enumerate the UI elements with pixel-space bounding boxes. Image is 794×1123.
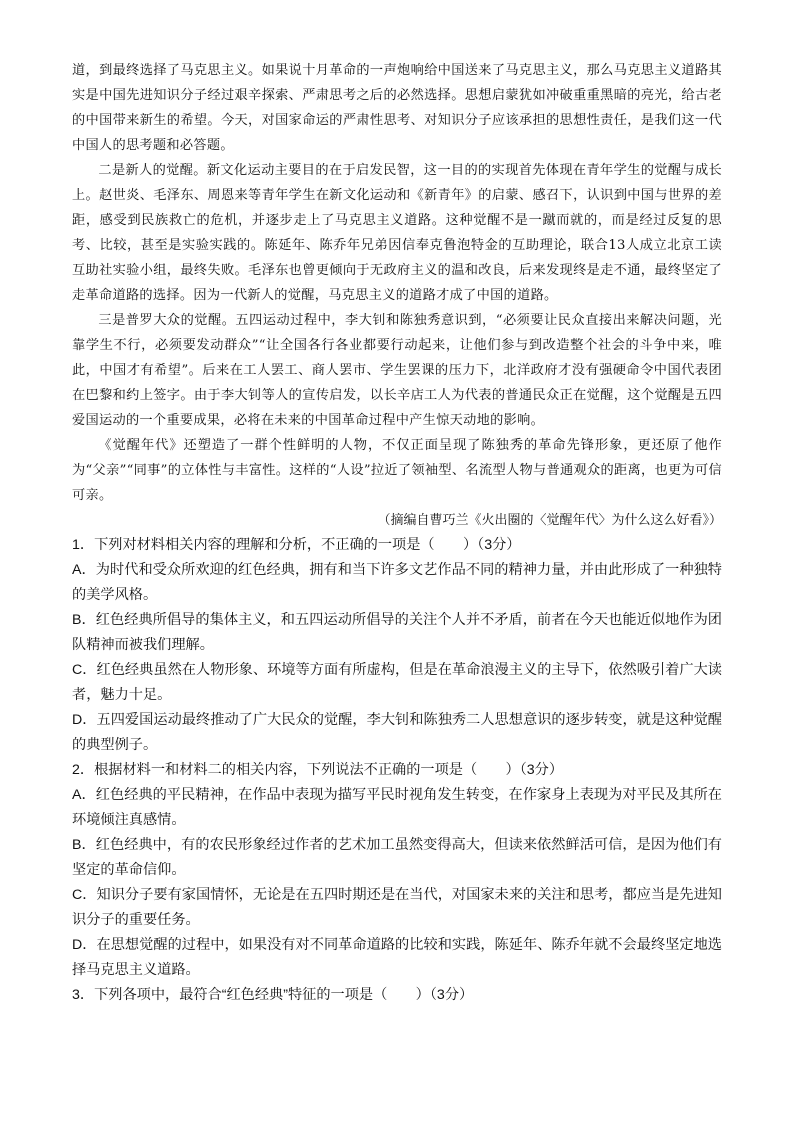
question-1 [72, 533, 722, 758]
option-b: B．红色经典所倡导的集体主义，和五四运动所倡导的关注个人并不矛盾，前者在今天也能近似地作为团队精神而被我们理解。 [72, 612, 722, 653]
option-c: C．红色经典虽然在人物形象、环境等方面有所虚构，但是在革命浪漫主义的主导下，依然吸引着广大读者，魅力十足。 [72, 662, 722, 703]
passage-source: （摘编自曹巧兰《火出圈的〈觉醒年代〉为什么这么好看》） [377, 513, 722, 528]
option-c: C．知识分子要有家国情怀，无论是在五四时期还是在当代，对国家未来的关注和思考，都应当是先进知识分子的重要任务。 [72, 887, 722, 928]
passage-paragraph-4: 《觉醒年代》还塑造了一群个性鲜明的人物，不仅正面呈现了陈独秀的革命先锋形象，更还原了他作为“父亲”“同事”的立体性与丰富性。这样的“人设”拉近了领袖型、名流型人物与普通观众的距离，也更为可信可亲。 [72, 438, 722, 503]
question-stem: 1．下列对材料相关内容的理解和分析，不正确的一项是（ ）（3分） [72, 537, 521, 553]
question-stem: 2．根据材料一和材料二的相关内容，下列说法不正确的一项是（ ）（3分） [72, 762, 564, 778]
exam-page [72, 58, 722, 1008]
option-a: A．为时代和受众所欢迎的红色经典，拥有和当下许多文艺作品不同的精神力量，并由此形成了一种独特的美学风格。 [72, 562, 722, 603]
option-a: A．红色经典的平民精神，在作品中表现为描写平民时视角发生转变，在作家身上表现为对平民及其所在环境倾注真感情。 [72, 787, 722, 828]
passage-paragraph-2: 二是新人的觉醒。新文化运动主要目的在于启发民智，这一目的的实现首先体现在青年学生的觉醒与成长上。赵世炎、毛泽东、周恩来等青年学生在新文化运动和《新青年》的启蒙、感召下，认识到中国与世界的差距，感受到民族救亡的危机，并逐步走上了马克思主义道路。这种觉醒不是一蹴而就的，而是经过反复的思考、比较，甚至是实验实践的。陈延年、陈乔年兄弟因信奉克鲁泡特金的互助理论，联合13人成立北京工读互助社实验小组，最终失败。毛泽东也曾更倾向于无政府主义的温和改良，后来发现终是走不通，最终坚定了走革命道路的选择。因为一代新人的觉醒，马克思主义的道路才成了中国的道路。 [72, 163, 722, 303]
option-b: B．红色经典中，有的农民形象经过作者的艺术加工虽然变得高大，但读来依然鲜活可信，是因为他们有坚定的革命信仰。 [72, 837, 722, 878]
question-2 [72, 758, 722, 983]
passage-paragraph-1: 道，到最终选择了马克思主义。如果说十月革命的一声炮响给中国送来了马克思主义，那么马克思主义道路其实是中国先进知识分子经过艰辛探索、严肃思考之后的必然选择。思想启蒙犹如冲破重重黑暗的亮光，给古老的中国带来新生的希望。今天，对国家命运的严肃性思考、对知识分子应该承担的思想性责任，是我们这一代中国人的思考题和必答题。 [72, 63, 722, 153]
option-d: D．五四爱国运动最终推动了广大民众的觉醒，李大钊和陈独秀二人思想意识的逐步转变，就是这种觉醒的典型例子。 [72, 712, 722, 753]
question-3 [72, 983, 722, 1008]
passage-paragraph-3: 三是普罗大众的觉醒。五四运动过程中，李大钊和陈独秀意识到，“必须要让民众直接出来解决问题，光靠学生不行，必须要发动群众”“让全国各行各业都要行动起来，让他们参与到改造整个社会的斗争中来，唯此，中国才有希望”。后来在工人罢工、商人罢市、学生罢课的压力下，北洋政府才没有强硬命令中国代表团在巴黎和约上签字。由于李大钊等人的宣传启发，以长辛店工人为代表的普通民众正在觉醒，这个觉醒是五四爱国运动的一个重要成果，必将在未来的中国革命过程中产生惊天动地的影响。 [72, 313, 722, 428]
question-stem: 3．下列各项中，最符合“红色经典”特征的一项是（ ）（3分） [72, 987, 474, 1003]
option-d: D．在思想觉醒的过程中，如果没有对不同革命道路的比较和实践，陈延年、陈乔年就不会最终坚定地选择马克思主义道路。 [72, 937, 722, 978]
